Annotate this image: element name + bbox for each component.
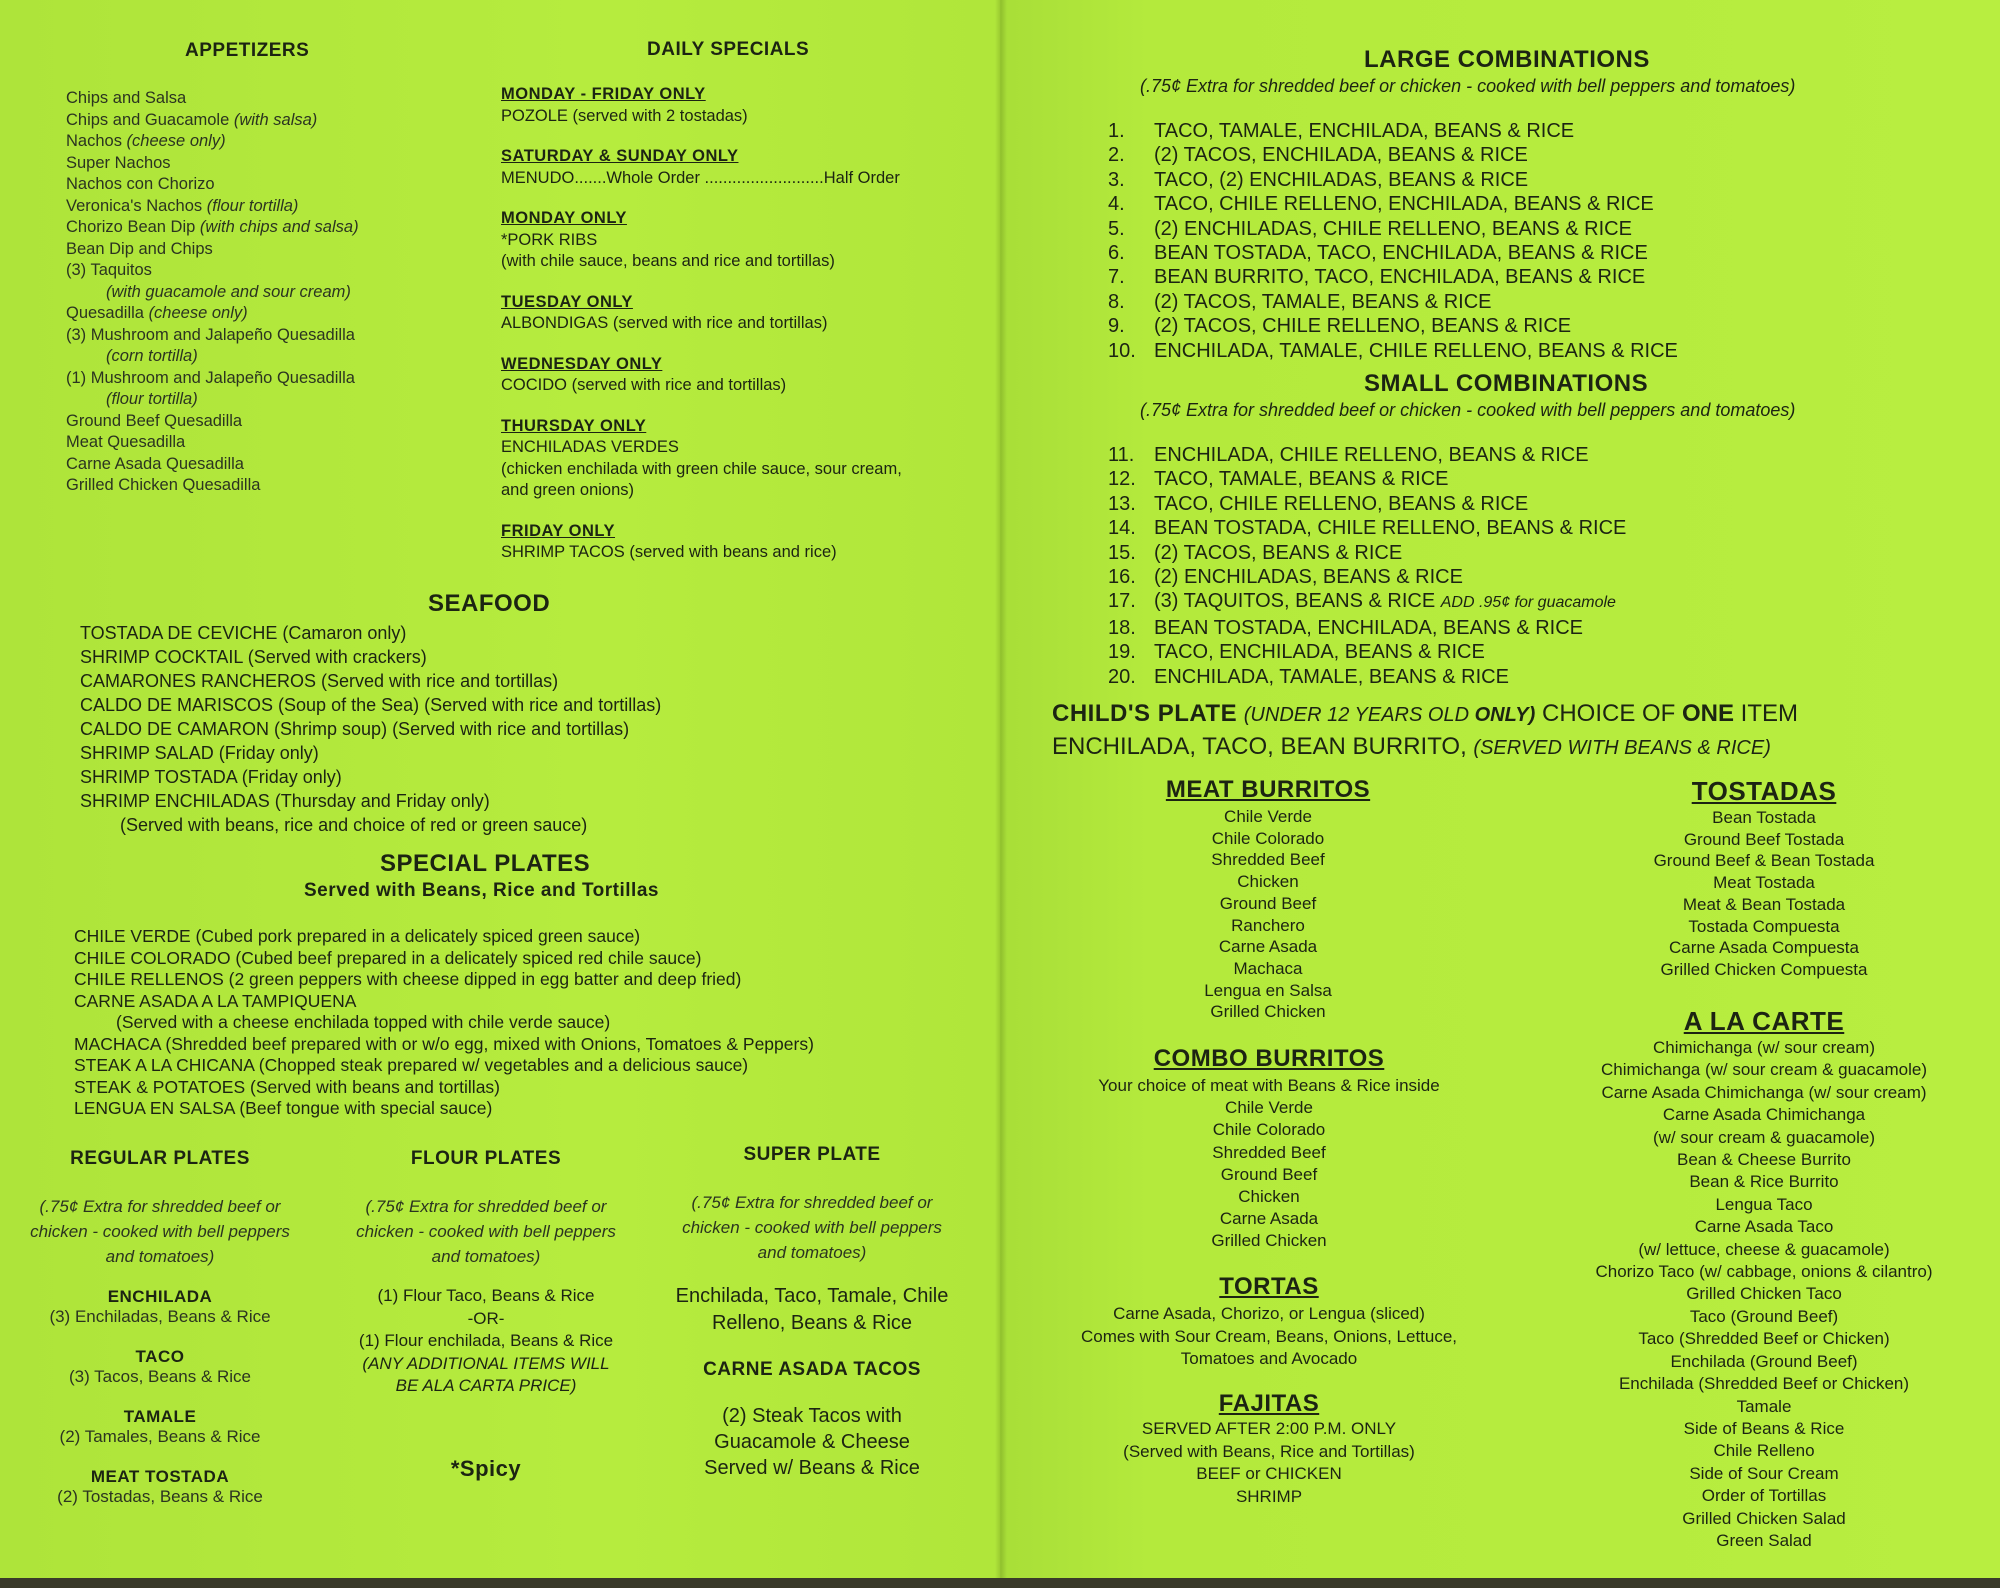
tostada-item: Tostada Compuesta: [1688, 916, 1840, 936]
seafood-item: TOSTADA DE CEVICHE (Camaron only): [80, 623, 407, 643]
daily-special-day: MONDAY ONLY: [501, 209, 627, 227]
page-fold: [995, 0, 1007, 1588]
fajita-item: SHRIMP: [1235, 1486, 1303, 1506]
regular-plate-desc: (2) Tamales, Beans & Rice: [59, 1427, 261, 1446]
appetizer-item: [66, 282, 359, 304]
carne-asada-tacos-lines: [662, 1403, 962, 1481]
tostadas-list: [1614, 807, 1914, 981]
special-plate-item: CHILE RELLENOS (2 green peppers with cheese dipped in egg batter and deep fried): [74, 969, 742, 989]
large-combinations-note: (.75¢ Extra for shredded beef or chicken - cooked with bell peppers and tomatoes): [1140, 76, 1796, 96]
combo-number: 10.: [1108, 339, 1136, 362]
appetizer-item: [66, 239, 359, 261]
appetizer-note: (cheese only): [148, 304, 248, 322]
a-la-carte-item: Grilled Chicken Taco: [1686, 1284, 1842, 1304]
a-la-carte-item: Taco (Shredded Beef or Chicken): [1638, 1329, 1890, 1349]
daily-special-group: [501, 292, 902, 335]
combo-text: BEAN BURRITO, TACO, ENCHILADA, BEANS & RICE: [1154, 266, 1646, 289]
appetizer-name: Bean Dip and Chips: [66, 239, 213, 258]
flour-plates-column: [336, 1148, 636, 1482]
combo-number: 8.: [1108, 290, 1125, 313]
meat-burrito-item: Ranchero: [1231, 915, 1305, 935]
appetizer-name: Carne Asada Quesadilla: [66, 454, 244, 473]
combo-number: 19.: [1108, 641, 1136, 664]
appetizer-item: [66, 454, 359, 476]
small-combination-item: [1108, 516, 1626, 540]
appetizer-name: Nachos: [66, 132, 127, 150]
large-combination-item: [1108, 119, 1678, 143]
combo-burrito-item: Chicken: [1238, 1187, 1300, 1207]
a-la-carte-item: Side of Beans & Rice: [1683, 1418, 1845, 1438]
combo-number: 14.: [1108, 517, 1136, 540]
a-la-carte-item: Lengua Taco: [1715, 1194, 1813, 1214]
special-plate-item: CHILE VERDE (Cubed pork prepared in a delicately spiced green sauce): [74, 926, 641, 946]
flour-plate-line: (1) Flour enchilada, Beans & Rice: [358, 1331, 614, 1350]
meat-burrito-item: Machaca: [1233, 958, 1303, 978]
small-combination-item: [1108, 541, 1626, 565]
combo-number: 11.: [1108, 444, 1135, 466]
daily-special-day: TUESDAY ONLY: [501, 292, 633, 311]
seafood-item: SHRIMP COCKTAIL (Served with crackers): [80, 647, 427, 667]
special-plate-item: STEAK A LA CHICANA (Chopped steak prepared w/ vegetables and a delicious sauce): [74, 1055, 749, 1075]
regular-plate-item: [10, 1407, 310, 1447]
seafood-item: SHRIMP SALAD (Friday only): [80, 743, 319, 763]
regular-plate-desc: (2) Tostadas, Beans & Rice: [57, 1487, 263, 1506]
appetizer-item: [66, 196, 359, 218]
combo-text: BEAN TOSTADA, ENCHILADA, BEANS & RICE: [1154, 616, 1584, 639]
combo-text: TACO, CHILE RELLENO, BEANS & RICE: [1154, 492, 1529, 515]
combo-burrito-item: Ground Beef: [1220, 1164, 1318, 1184]
combo-burrito-item: Carne Asada: [1219, 1209, 1319, 1229]
daily-special-day: WEDNESDAY ONLY: [501, 354, 663, 373]
seafood-list: [80, 621, 661, 837]
carne-asada-tacos-line: Guacamole & Cheese: [714, 1431, 910, 1453]
flour-notice-line: BE ALA CARTA PRICE): [395, 1376, 577, 1395]
meat-burrito-item: Lengua en Salsa: [1204, 980, 1332, 1000]
a-la-carte-item: Enchilada (Shredded Beef or Chicken): [1618, 1374, 1910, 1394]
large-combinations-title: LARGE COMBINATIONS: [1364, 46, 1650, 73]
appetizer-item: [66, 368, 359, 390]
regular-plate-item: [10, 1347, 310, 1387]
combo-burritos-list: [1069, 1075, 1469, 1253]
combo-number: 18.: [1108, 616, 1136, 639]
combo-text: (2) TACOS, TAMALE, BEANS & RICE: [1154, 290, 1492, 313]
small-combinations-note: (.75¢ Extra for shredded beef or chicken - cooked with bell peppers and tomatoes): [1140, 400, 1796, 420]
flour-plate-line: (1) Flour Taco, Beans & Rice: [377, 1286, 595, 1305]
tostada-item: Grilled Chicken Compuesta: [1660, 959, 1868, 979]
fajita-item: BEEF or CHICKEN: [1196, 1464, 1342, 1483]
carne-asada-tacos-line: Served w/ Beans & Rice: [704, 1457, 920, 1479]
daily-special-line: SHRIMP TACOS (served with beans and rice): [501, 543, 837, 561]
combo-text: (2) ENCHILADAS, CHILE RELLENO, BEANS & RICE: [1154, 217, 1632, 240]
appetizer-name: (3) Mushroom and Jalapeño Quesadilla: [66, 325, 355, 344]
a-la-carte-item: (w/ sour cream & guacamole): [1652, 1127, 1876, 1147]
tostadas-column: [1614, 776, 1914, 981]
regular-plates-column: [10, 1148, 310, 1527]
special-plates-title: SPECIAL PLATES: [380, 850, 591, 877]
appetizer-name: Chorizo Bean Dip: [66, 218, 200, 236]
meat-burrito-item: Ground Beef: [1219, 893, 1317, 913]
small-combination-item: [1108, 640, 1626, 664]
appetizer-item: [66, 260, 359, 282]
daily-special-day: FRIDAY ONLY: [501, 521, 616, 540]
meat-burrito-item: Carne Asada: [1218, 937, 1318, 957]
combo-text: BEAN TOSTADA, TACO, ENCHILADA, BEANS & RICE: [1154, 242, 1648, 265]
combo-number: 1.: [1108, 120, 1125, 142]
meat-burrito-item: Shredded Beef: [1211, 850, 1325, 870]
regular-plates-title: REGULAR PLATES: [70, 1148, 250, 1169]
regular-plate-name: MEAT TOSTADA: [90, 1467, 230, 1486]
daily-special-day: THURSDAY ONLY: [501, 416, 647, 435]
a-la-carte-item: Taco (Ground Beef): [1689, 1306, 1839, 1326]
combo-number: 7.: [1108, 266, 1125, 289]
seafood-item: SHRIMP TOSTADA (Friday only): [80, 767, 342, 787]
meat-burritos-title: MEAT BURRITOS: [1165, 776, 1371, 803]
daily-special-line: ALBONDIGAS (served with rice and tortillas): [501, 314, 828, 332]
a-la-carte-item: Green Salad: [1716, 1530, 1812, 1550]
large-combination-item: [1108, 314, 1678, 338]
torta-item: Comes with Sour Cream, Beans, Onions, Lettuce,: [1080, 1326, 1458, 1346]
meat-burrito-item: Chicken: [1237, 872, 1299, 892]
large-combination-item: [1108, 290, 1678, 314]
large-combinations-list: [1108, 119, 1678, 363]
a-la-carte-item: Chorizo Taco (w/ cabbage, onions & cilantro): [1595, 1262, 1933, 1282]
daily-special-group: [501, 416, 902, 502]
combo-text: ENCHILADA, TAMALE, CHILE RELLENO, BEANS & RICE: [1154, 339, 1678, 362]
regular-note-line: and tomatoes): [105, 1247, 215, 1266]
daily-specials-title: DAILY SPECIALS: [647, 39, 810, 60]
regular-plates-note: [10, 1194, 310, 1269]
tortas-column: [1019, 1273, 1519, 1371]
tortas-list: [1019, 1303, 1519, 1371]
regular-plate-desc: (3) Enchiladas, Beans & Rice: [49, 1307, 271, 1326]
seafood-item: CAMARONES RANCHEROS (Served with rice and tortillas): [80, 671, 559, 691]
daily-special-group: [501, 84, 902, 127]
combo-text: TACO, (2) ENCHILADAS, BEANS & RICE: [1154, 168, 1529, 191]
combo-burritos-column: [1069, 1045, 1469, 1253]
combo-text: (2) TACOS, CHILE RELLENO, BEANS & RICE: [1154, 315, 1572, 338]
large-combination-item: [1108, 241, 1678, 265]
combo-number: 13.: [1108, 492, 1136, 515]
combo-number: 12.: [1108, 468, 1136, 491]
large-combination-item: [1108, 339, 1678, 363]
a-la-carte-list: [1564, 1037, 1964, 1552]
combo-text: TACO, TAMALE, BEANS & RICE: [1154, 468, 1449, 491]
tostada-item: Ground Beef Tostada: [1683, 829, 1845, 849]
combo-text: (2) TACOS, ENCHILADA, BEANS & RICE: [1154, 144, 1528, 167]
spicy-note: *Spicy: [450, 1455, 522, 1481]
small-combinations-list: [1108, 443, 1626, 689]
fajitas-title: FAJITAS: [1218, 1390, 1320, 1417]
flour-notice-line: (ANY ADDITIONAL ITEMS WILL: [362, 1353, 610, 1373]
flour-note-line: (.75¢ Extra for shredded beef or: [365, 1197, 607, 1216]
appetizer-name: Quesadilla: [66, 304, 149, 322]
special-plate-item: CARNE ASADA A LA TAMPIQUENA: [74, 990, 357, 1011]
daily-special-line: (with chile sauce, beans and rice and tortillas): [501, 252, 835, 270]
daily-special-line: (chicken enchilada with green chile sauce, sour cream,: [501, 459, 902, 478]
daily-special-line: POZOLE (served with 2 tostadas): [501, 106, 748, 125]
combo-number: 17.: [1108, 590, 1136, 613]
special-plate-item: LENGUA EN SALSA (Beef tongue with special sauce): [74, 1098, 493, 1118]
small-combination-item: [1108, 443, 1626, 467]
a-la-carte-item: Carne Asada Chimichanga (w/ sour cream): [1601, 1082, 1927, 1102]
large-combination-item: [1108, 217, 1678, 241]
fajita-item: (Served with Beans, Rice and Tortillas): [1123, 1441, 1415, 1461]
regular-plate-item: [10, 1467, 310, 1507]
super-plate-line: Relleno, Beans & Rice: [711, 1312, 913, 1334]
small-combination-item: [1108, 492, 1626, 516]
daily-special-line: *PORK RIBS: [501, 230, 598, 249]
combo-number: 5.: [1108, 217, 1125, 240]
special-plate-item: CHILE COLORADO (Cubed beef prepared in a delicately spiced red chile sauce): [74, 947, 702, 968]
appetizer-item: [66, 475, 359, 497]
tostada-item: Ground Beef & Bean Tostada: [1653, 851, 1875, 871]
super-plate-column: [662, 1144, 962, 1481]
daily-special-line: ENCHILADAS VERDES: [501, 438, 679, 456]
appetizer-name: (1) Mushroom and Jalapeño Quesadilla: [66, 368, 355, 387]
carne-asada-tacos-line: (2) Steak Tacos with: [722, 1405, 902, 1427]
appetizer-note: (cheese only): [126, 132, 226, 150]
appetizer-item: [66, 325, 359, 347]
seafood-item: CALDO DE MARISCOS (Soup of the Sea) (Served with rice and tortillas): [80, 695, 662, 715]
flour-note-line: chicken - cooked with bell peppers: [356, 1222, 616, 1241]
small-combination-item: [1108, 565, 1626, 589]
a-la-carte-item: Side of Sour Cream: [1689, 1463, 1839, 1483]
tostada-item: Carne Asada Compuesta: [1669, 938, 1859, 958]
regular-plate-item: [10, 1287, 310, 1327]
fajitas-column: [1069, 1390, 1469, 1508]
a-la-carte-item: Carne Asada Chimichanga: [1662, 1105, 1866, 1125]
daily-special-group: [501, 146, 902, 189]
small-combinations-title: SMALL COMBINATIONS: [1364, 370, 1649, 397]
appetizer-item: [66, 411, 359, 433]
combo-text: (3) TAQUITOS, BEANS & RICE: [1154, 590, 1441, 613]
childs-plate-choice-one: ONE: [1681, 700, 1734, 727]
combo-text: ENCHILADA, TAMALE, BEANS & RICE: [1154, 665, 1509, 688]
combo-text: BEAN TOSTADA, CHILE RELLENO, BEANS & RICE: [1154, 517, 1627, 540]
large-combination-item: [1108, 143, 1678, 167]
daily-special-day: MONDAY - FRIDAY ONLY: [501, 85, 706, 103]
a-la-carte-title: A LA CARTE: [1683, 1006, 1845, 1036]
childs-plate-choice: CHOICE OF: [1535, 700, 1682, 727]
combo-text: (2) TACOS, BEANS & RICE: [1154, 541, 1403, 564]
fajitas-list: [1069, 1418, 1469, 1508]
childs-plate-title: CHILD'S PLATE: [1052, 700, 1238, 727]
childs-plate-age-note: (UNDER 12 YEARS OLD ONLY): [1243, 704, 1536, 726]
a-la-carte-item: Order of Tortillas: [1701, 1486, 1827, 1506]
a-la-carte-item: Chimichanga (w/ sour cream & guacamole): [1601, 1060, 1927, 1080]
daily-special-group: [501, 208, 902, 273]
flour-plate-line: -OR-: [467, 1308, 505, 1328]
regular-note-line: chicken - cooked with bell peppers: [30, 1222, 290, 1241]
special-plate-item: STEAK & POTATOES (Served with beans and tortillas): [74, 1076, 500, 1097]
a-la-carte-item: Tamale: [1736, 1396, 1792, 1416]
daily-special-line: and green onions): [501, 481, 635, 499]
regular-note-line: (.75¢ Extra for shredded beef or: [39, 1197, 281, 1216]
a-la-carte-item: Bean & Cheese Burrito: [1677, 1150, 1851, 1170]
seafood-item: CALDO DE CAMARON (Shrimp soup) (Served with rice and tortillas): [80, 719, 630, 739]
appetizer-note: (flour tortilla): [106, 390, 198, 408]
seafood-item: SHRIMP ENCHILADAS (Thursday and Friday only): [80, 791, 490, 811]
appetizers-list: [66, 88, 359, 497]
a-la-carte-item: Carne Asada Taco: [1694, 1217, 1834, 1237]
appetizer-name: Super Nachos: [66, 153, 171, 172]
appetizer-note: (flour tortilla): [206, 196, 299, 215]
combo-number: 16.: [1108, 566, 1136, 589]
super-plate-lines: [662, 1283, 962, 1337]
torta-item: Carne Asada, Chorizo, or Lengua (sliced): [1113, 1304, 1425, 1323]
special-plates-list: [74, 926, 814, 1120]
meat-burrito-item: Chile Colorado: [1211, 828, 1325, 848]
appetizer-name: (3) Taquitos: [66, 261, 152, 279]
combo-number: 4.: [1108, 193, 1125, 216]
a-la-carte-item: Chimichanga (w/ sour cream): [1652, 1038, 1875, 1057]
appetizer-note: (with guacamole and sour cream): [106, 282, 351, 301]
a-la-carte-column: [1564, 1006, 1964, 1552]
fajita-item: SERVED AFTER 2:00 P.M. ONLY: [1141, 1419, 1397, 1438]
meat-burrito-item: Chile Verde: [1224, 807, 1312, 826]
flour-plates-lines: [336, 1285, 636, 1353]
large-combination-item: [1108, 168, 1678, 192]
super-plate-note: [662, 1190, 962, 1265]
special-plates-subtitle: Served with Beans, Rice and Tortillas: [304, 880, 659, 901]
combo-extra: ADD .95¢ for guacamole: [1440, 594, 1616, 612]
a-la-carte-item: (w/ lettuce, cheese & guacamole): [1638, 1239, 1890, 1259]
combo-number: 2.: [1108, 144, 1125, 167]
appetizer-name: Nachos con Chorizo: [66, 175, 215, 193]
combo-burrito-item: Shredded Beef: [1212, 1142, 1326, 1162]
torta-item: Tomatoes and Avocado: [1180, 1349, 1358, 1368]
appetizer-name: Veronica's Nachos: [66, 196, 207, 215]
table-edge: [0, 1578, 2000, 1588]
appetizer-name: Chips and Guacamole: [66, 110, 234, 129]
combo-burrito-item: Your choice of meat with Beans & Rice inside: [1098, 1076, 1440, 1095]
regular-plate-name: TACO: [135, 1347, 185, 1366]
combo-number: 6.: [1108, 242, 1125, 265]
small-combination-item: [1108, 589, 1626, 615]
combo-text: TACO, CHILE RELLENO, ENCHILADA, BEANS & RICE: [1154, 193, 1654, 216]
appetizer-item: [66, 174, 359, 196]
daily-special-line: COCIDO (served with rice and tortillas): [501, 376, 787, 394]
tortas-title: TORTAS: [1219, 1273, 1319, 1300]
meat-burritos-column: [1118, 776, 1418, 1023]
combo-number: 9.: [1108, 315, 1125, 338]
super-plate-title: SUPER PLATE: [743, 1144, 881, 1165]
regular-plates-items: [10, 1287, 310, 1507]
large-combination-item: [1108, 192, 1678, 216]
a-la-carte-item: Bean & Rice Burrito: [1689, 1172, 1839, 1192]
tostada-item: Bean Tostada: [1712, 808, 1816, 827]
appetizer-item: [66, 88, 359, 110]
large-combination-item: [1108, 265, 1678, 289]
flour-plates-title: FLOUR PLATES: [410, 1148, 562, 1169]
childs-plate-items: ENCHILADA, TACO, BEAN BURRITO,: [1052, 733, 1474, 760]
daily-special-line: MENUDO.......Whole Order ..........................Half Order: [501, 168, 900, 187]
tostada-item: Meat Tostada: [1713, 873, 1815, 893]
seafood-item: (Served with beans, rice and choice of red or green sauce): [120, 815, 588, 835]
appetizer-item: [66, 432, 359, 454]
combo-text: (2) ENCHILADAS, BEANS & RICE: [1154, 566, 1463, 589]
combo-number: 3.: [1108, 168, 1125, 191]
appetizer-item: [66, 131, 359, 153]
super-note-line: chicken - cooked with bell peppers: [682, 1218, 942, 1237]
daily-special-group: [501, 521, 902, 564]
special-plate-item: MACHACA (Shredded beef prepared with or w/o egg, mixed with Onions, Tomatoes & Peppers): [74, 1033, 814, 1054]
super-plate-line: Enchilada, Taco, Tamale, Chile: [675, 1285, 949, 1307]
small-combination-item: [1108, 665, 1626, 689]
combo-burrito-item: Chile Verde: [1225, 1098, 1313, 1118]
regular-plate-name: TAMALE: [123, 1407, 197, 1426]
combo-burritos-title: COMBO BURRITOS: [1153, 1045, 1385, 1072]
appetizer-item: [66, 303, 359, 325]
a-la-carte-item: Enchilada (Ground Beef): [1670, 1351, 1858, 1371]
appetizer-note: (with salsa): [233, 110, 318, 129]
flour-plates-notice: [336, 1353, 636, 1398]
appetizer-item: [66, 389, 359, 411]
a-la-carte-item: Grilled Chicken Salad: [1682, 1508, 1846, 1528]
regular-plate-desc: (3) Tacos, Beans & Rice: [68, 1367, 252, 1386]
childs-plate-served: (SERVED WITH BEANS & RICE): [1473, 737, 1771, 759]
combo-burrito-item: Grilled Chicken: [1211, 1231, 1327, 1251]
appetizer-item: [66, 217, 359, 239]
appetizer-item: [66, 110, 359, 132]
combo-text: ENCHILADA, CHILE RELLENO, BEANS & RICE: [1154, 444, 1589, 466]
childs-plate-choice-item: ITEM: [1734, 700, 1798, 727]
daily-special-group: [501, 354, 902, 397]
regular-plate-name: ENCHILADA: [107, 1287, 213, 1306]
combo-number: 20.: [1108, 665, 1136, 688]
appetizer-name: Meat Quesadilla: [66, 433, 186, 451]
daily-special-day: SATURDAY & SUNDAY ONLY: [501, 147, 739, 165]
tostadas-title: TOSTADAS: [1691, 776, 1837, 806]
meat-burrito-item: Grilled Chicken: [1210, 1002, 1326, 1022]
daily-specials-list: [501, 84, 902, 583]
tostada-item: Meat & Bean Tostada: [1682, 894, 1846, 914]
childs-plate: [1052, 698, 1798, 764]
meat-burritos-list: [1118, 806, 1418, 1023]
seafood-title: SEAFOOD: [428, 590, 551, 617]
special-plate-item: (Served with a cheese enchilada topped with chile verde sauce): [116, 1012, 611, 1032]
flour-plates-note: [336, 1194, 636, 1269]
appetizer-name: Ground Beef Quesadilla: [66, 411, 243, 430]
combo-text: TACO, TAMALE, ENCHILADA, BEANS & RICE: [1154, 120, 1575, 142]
combo-number: 15.: [1108, 541, 1136, 564]
flour-note-line: and tomatoes): [431, 1247, 541, 1266]
a-la-carte-item: Chile Relleno: [1713, 1441, 1815, 1461]
carne-asada-tacos-title: CARNE ASADA TACOS: [703, 1359, 921, 1380]
super-note-line: and tomatoes): [757, 1243, 867, 1262]
appetizers-title: APPETIZERS: [185, 40, 310, 61]
appetizer-note: (with chips and salsa): [199, 218, 359, 236]
appetizer-note: (corn tortilla): [106, 347, 198, 365]
appetizer-name: Grilled Chicken Quesadilla: [66, 476, 261, 494]
combo-burrito-item: Chile Colorado: [1212, 1120, 1326, 1140]
appetizer-item: [66, 346, 359, 368]
super-note-line: (.75¢ Extra for shredded beef or: [691, 1193, 933, 1212]
combo-text: TACO, ENCHILADA, BEANS & RICE: [1154, 641, 1485, 664]
small-combination-item: [1108, 467, 1626, 491]
appetizer-item: [66, 153, 359, 175]
small-combination-item: [1108, 616, 1626, 640]
appetizer-name: Chips and Salsa: [66, 89, 187, 107]
